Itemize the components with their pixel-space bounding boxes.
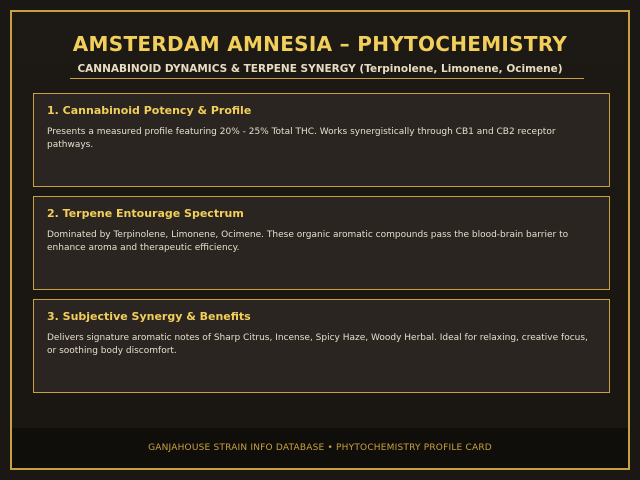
section-body: Presents a measured profile featuring 20% - 25% Total THC. Works synergistically through CB1 and CB2 receptor pathways. xyxy=(47,127,556,150)
section-title: 1. Cannabinoid Potency & Profile xyxy=(47,104,252,117)
header-divider xyxy=(70,78,584,79)
page-header xyxy=(12,32,628,75)
profile-card-frame xyxy=(10,10,630,470)
section-body: Delivers signature aromatic notes of Sharp Citrus, Incense, Spicy Haze, Woody Herbal. Ideal for relaxing, creative focus, or soothing body discomfort. xyxy=(47,333,588,356)
footer-text: GANJAHOUSE STRAIN INFO DATABASE • PHYTOCHEMISTRY PROFILE CARD xyxy=(148,443,492,453)
section-title: 2. Terpene Entourage Spectrum xyxy=(47,207,244,220)
page-subtitle: CANNABINOID DYNAMICS & TERPENE SYNERGY (Terpinolene, Limonene, Ocimene) xyxy=(77,63,563,75)
section-card-cannabinoid xyxy=(33,93,610,187)
section-title: 3. Subjective Synergy & Benefits xyxy=(47,310,251,323)
page-title: AMSTERDAM AMNESIA – PHYTOCHEMISTRY xyxy=(72,32,568,56)
page-footer xyxy=(12,428,628,468)
section-body: Dominated by Terpinolene, Limonene, Ocimene. These organic aromatic compounds pass the blood-brain barrier to enhance aroma and therapeutic efficiency. xyxy=(47,230,569,253)
section-card-synergy xyxy=(33,299,610,393)
section-card-terpene xyxy=(33,196,610,290)
